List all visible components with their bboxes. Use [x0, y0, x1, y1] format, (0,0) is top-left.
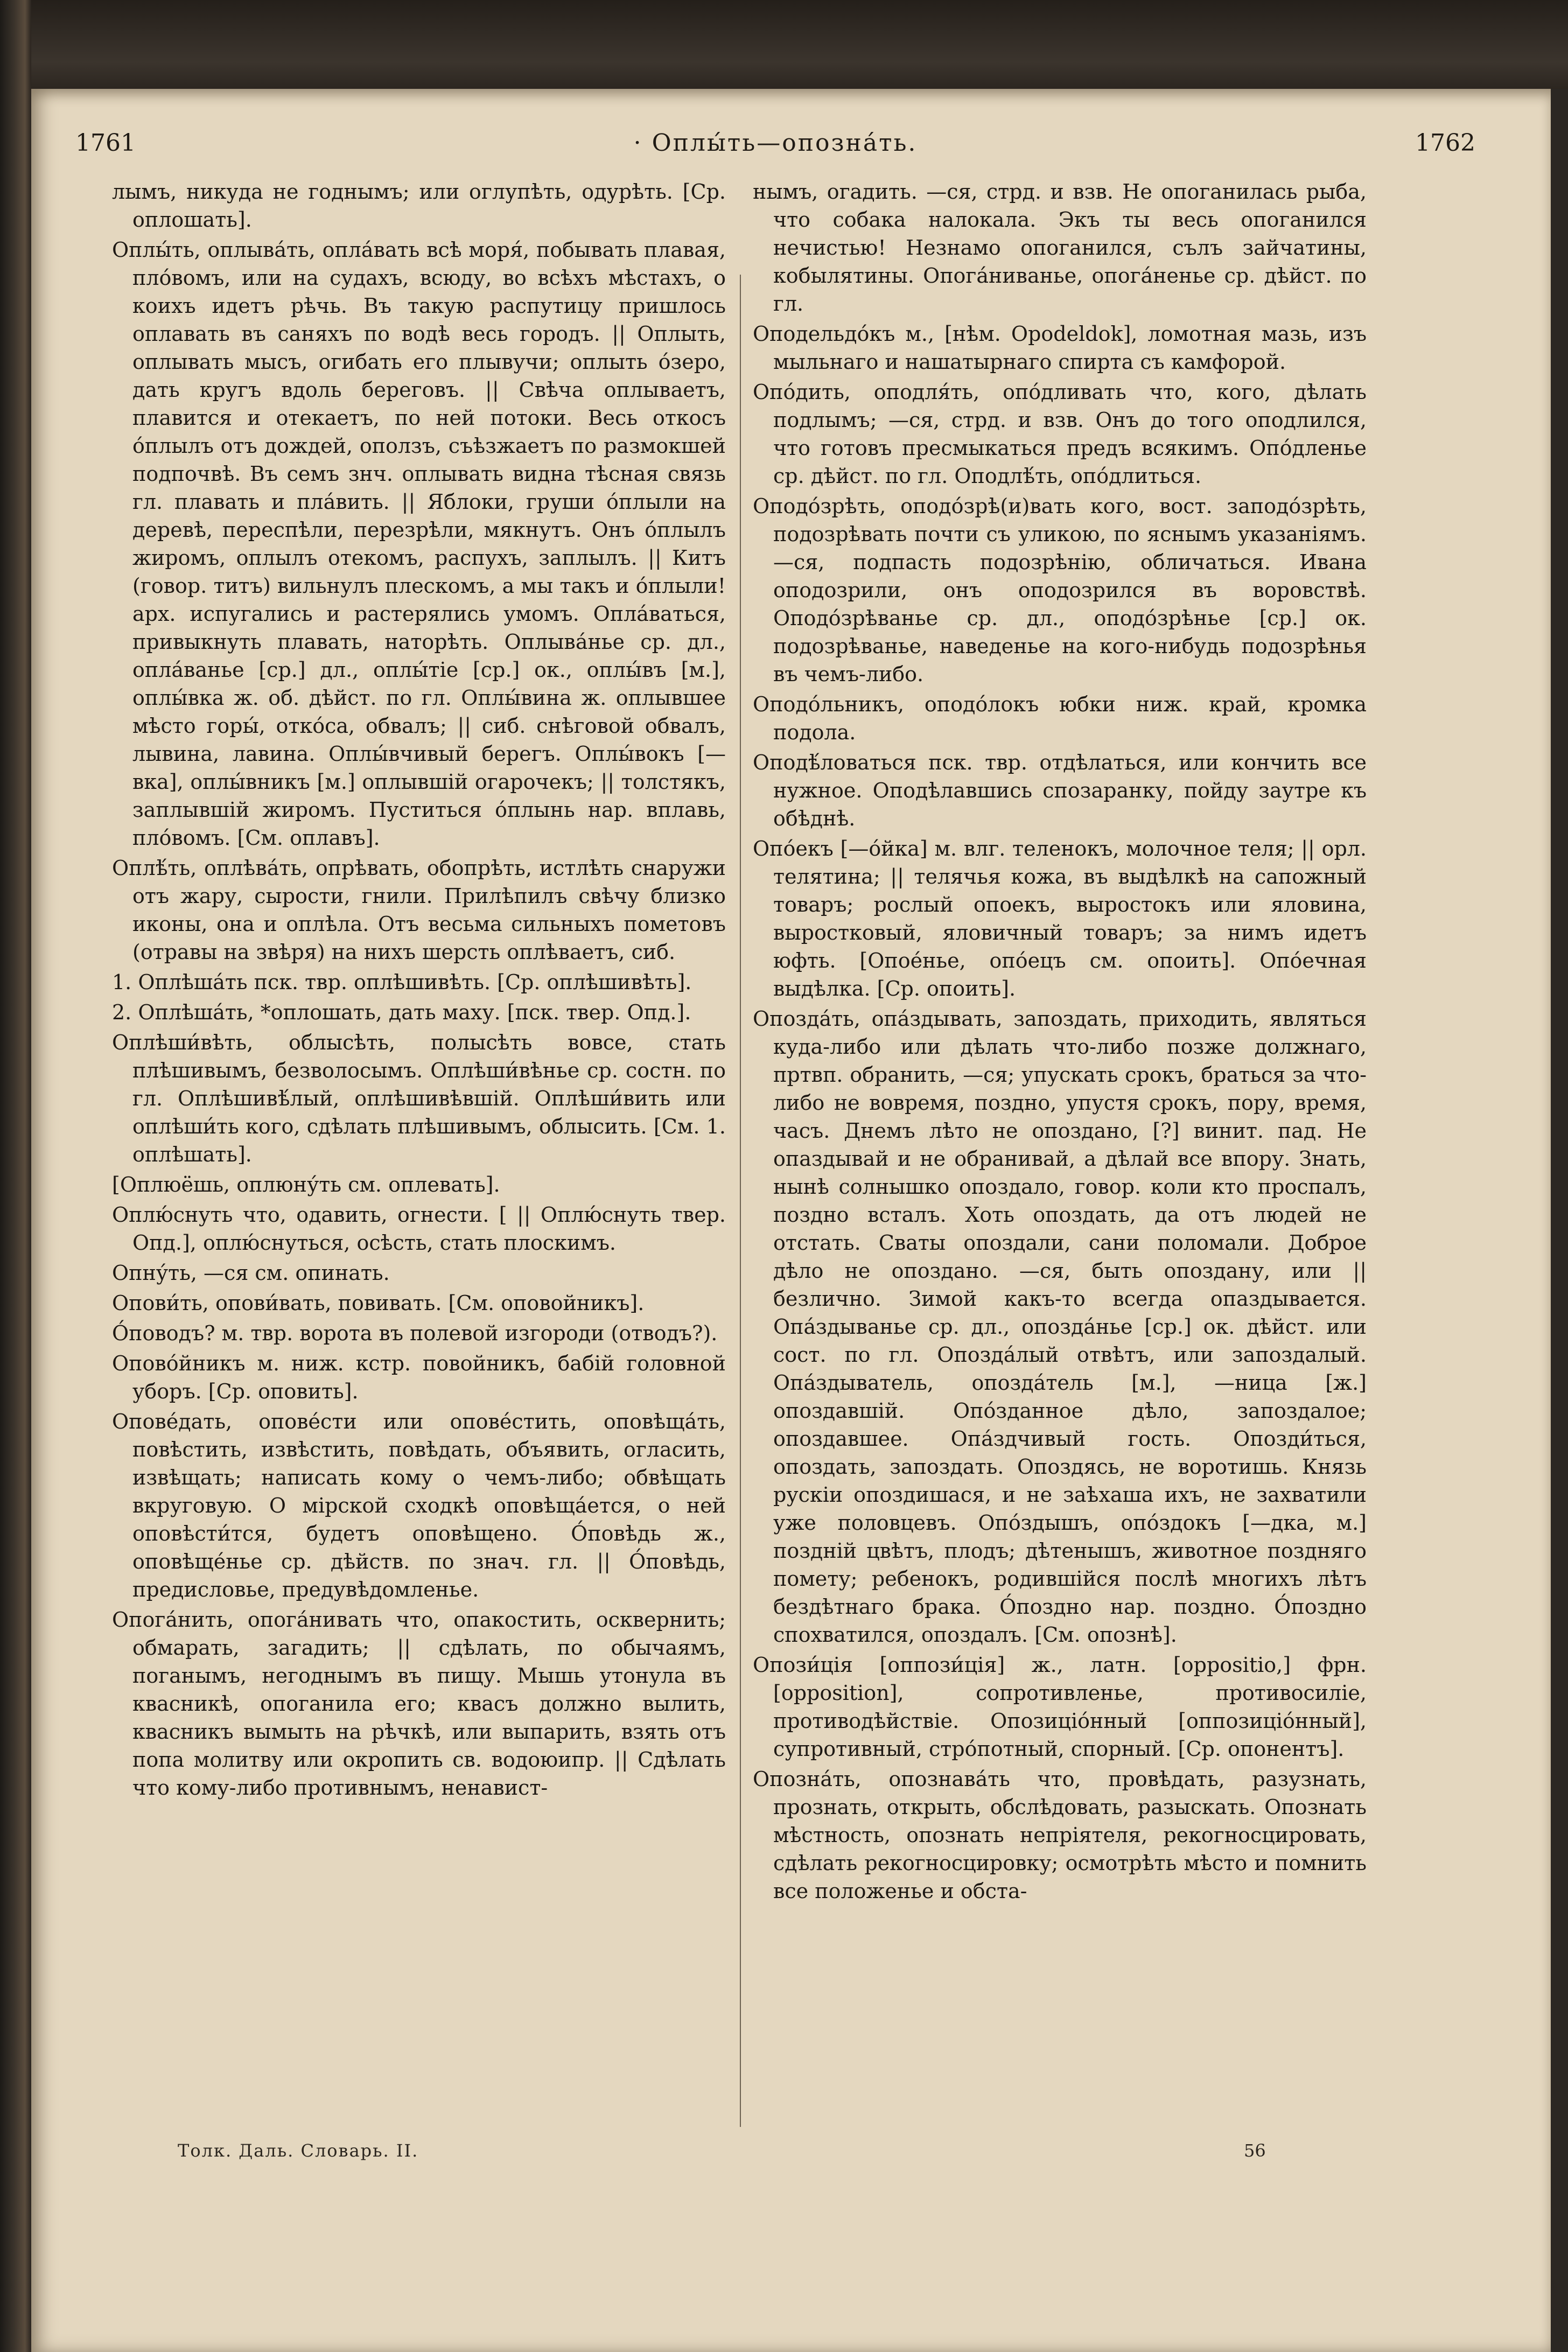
dictionary-entry: Опо́дить, оподля́ть, опо́дливать что, кого, дѣлать подлымъ; —ся, стрд. и взв. Онъ до того оподлился, что готовъ пресмыкаться предъ всякимъ. Опо́дленье ср. дѣйст. по гл. Оподлѣ́ть, опо́длиться. [753, 380, 1367, 488]
dictionary-entry: Опови́ть, опови́вать, повивать. [См. оповойникъ]. [112, 1291, 645, 1315]
dictionary-entry: нымъ, огадить. —ся, стрд. и взв. Не опоганилась рыба, что собака налокала. Экъ ты весь опоганился нечистью! Незнамо опоганился, сълъ зайчатины, кобылятины. Опога́ниванье, опога́ненье ср. дѣйст. по гл. [753, 180, 1367, 316]
book-spine-edge [0, 0, 31, 2352]
dictionary-entry: [Оплюёшь, оплюну́ть см. оплевать]. [112, 1173, 500, 1196]
dictionary-entry: Опо́екъ [—о́йка] м. влг. теленокъ, молочное теля; || орл. телятина; || телячья кожа, въ выдѣлкѣ на сапожный товаръ; рослый опоекъ, выростокъ или яловина, выростковый, яловичный товаръ; за нимъ идетъ юфть. [Опое́нье, опо́ецъ см. опоить]. Опо́ечная выдѣлка. [Ср. опоить]. [753, 837, 1367, 1000]
right-column [753, 178, 1367, 2127]
dictionary-entry: Оподѣ́ловаться пск. твр. отдѣлаться, или кончить все нужное. Оподѣлавшись спозаранку, пойду заутре къ обѣднѣ. [753, 751, 1367, 830]
printer-signature: Толк. Даль. Словарь. II. [178, 2140, 419, 2161]
dictionary-entry: Опове́дать, опове́сти или опове́стить, оповѣща́ть, повѣстить, извѣстить, повѣдать, объявить, огласить, извѣщать; написать кому о чемъ-либо; обвѣщать вкруговую. О мірской сходкѣ оповѣща́ется, о ней оповѣсти́тся, будетъ оповѣщено. О́повѣдь ж., оповѣще́нье ср. дѣйств. по знач. гл. || О́повѣдь, предисловье, предувѣдомленье. [112, 1410, 726, 1601]
page-number-left: 1761 [75, 129, 136, 157]
dictionary-entry: Опога́нить, опога́нивать что, опакостить, осквернить; обмарать, загадить; || сдѣлать, по обычаямъ, поганымъ, негоднымъ въ пищу. Мышь утонула въ квасникѣ, опоганила его; квасъ должно вылить, квасникъ вымыть на рѣчкѣ, или выпарить, взять отъ попа молитву или окропить св. водоюипр. || Сдѣлать что кому-либо противнымъ, ненавист- [112, 1608, 726, 1800]
dictionary-entry: Опозна́ть, опознава́ть что, провѣдать, разузнать, прознать, открыть, обслѣдовать, разыскать. Опознать мѣстность, опознать непріятеля, рекогносцировать, сдѣлать рекогносцировку; осмотрѣть мѣсто и помнить все положенье и обста- [753, 1767, 1367, 1903]
sheet-number: 56 [1244, 2140, 1266, 2161]
dictionary-entry: Оплы́ть, оплыва́ть, опла́вать всѣ моря́, побывать плавая, пло́вомъ, или на судахъ, всюду, во всѣхъ мѣстахъ, о коихъ идетъ рѣчь. Въ такую распутицу пришлось оплавать въ саняхъ по водѣ весь городъ. || Оплыть, оплывать мысъ, огибать его плывучи; оплыть о́зеро, дать кругъ вдоль береговъ. || Свѣча оплываетъ, плавится и отекаетъ, по ней потоки. Весь откосъ о́плылъ отъ дождей, оползъ, съѣзжаетъ по размокшей подпочвѣ. Въ семъ знч. оплывать видна тѣсная связь гл. плавать и пла́вить. || Яблоки, груши о́плыли на деревѣ, переспѣли, перезрѣли, мякнутъ. Онъ о́плылъ жиромъ, оплылъ отекомъ, распухъ, заплылъ. || Китъ (говор. титъ) вильнулъ плескомъ, а мы такъ и о́плыли! арх. испугались и растерялись умомъ. Опла́ваться, привыкнуть плавать, наторѣть. Оплыва́нье ср. дл., опла́ванье [ср.] дл., оплы́тіе [ср.] ок., оплы́въ [м.], оплы́вка ж. об. дѣйст. по гл. Оплы́вина ж. оплывшее мѣсто горы́, отко́са, обвалъ; || сиб. снѣговой обвалъ, лывина, лавина. Оплы́вчивый берегъ. Оплы́вокъ [—вка], оплы́вникъ [м.] оплывшій огарочекъ; || толстякъ, заплывшій жиромъ. Пуститься о́плынь нар. вплавь, пло́вомъ. [См. оплавъ]. [112, 238, 726, 850]
dictionary-entry: Оподельдо́къ м., [нѣм. Opodeldok], ломотная мазь, изъ мыльнаго и нашатырнаго спирта съ камфорой. [753, 322, 1367, 374]
dictionary-entry: лымъ, никуда не годнымъ; или оглупѣть, одурѣть. [Ср. оплошать]. [112, 180, 726, 232]
running-title: · Оплы́ть—опозна́ть. [633, 129, 918, 157]
dictionary-entry: Оплѣши́вѣть, облысѣть, полысѣть вовсе, стать плѣшивымъ, безволосымъ. Оплѣши́вѣнье ср. состн. по гл. Оплѣшивѣ́лый, оплѣшивѣвшій. Оплѣши́вить или оплѣши́ть кого, сдѣлать плѣшивымъ, облысить. [См. 1. оплѣшать]. [112, 1031, 726, 1166]
dictionary-entry: Оподо́зрѣть, оподо́зрѣ(и)вать кого, вост. заподо́зрѣть, подозрѣвать почти съ уликою, по яснымъ указаніямъ. —ся, подпасть подозрѣнію, обличаться. Ивана оподозрили, онъ оподозрился въ воровствѣ. Оподо́зрѣванье ср. дл., оподо́зрѣнье [ср.] ок. подозрѣванье, наведенье на кого-нибудь подозрѣнья въ чемъ-либо. [753, 494, 1367, 686]
column-divider [740, 275, 741, 2127]
dictionary-entry: 2. Оплѣша́ть, *оплошать, дать маху. [пск. твер. Опд.]. [112, 1000, 691, 1024]
dictionary-entry: 1. Оплѣша́ть пск. твр. оплѣшивѣть. [Ср. оплѣшивѣть]. [112, 970, 692, 994]
dictionary-entry: Оплю́снуть что, одавить, огнести. [ || Оплю́снуть твер. Опд.], оплю́снуться, осѣсть, стать плоскимъ. [112, 1203, 726, 1255]
dictionary-entry: Опозда́ть, опа́здывать, запоздать, приходить, являться куда-либо или дѣлать что-либо позже должнаго, пртвп. обранить, —ся; упускать срокъ, браться за что-либо не вовремя, поздно, упустя срокъ, пору, время, часъ. Днемъ лѣто не опоздано, [?] винит. пад. Не опаздывай и не обранивай, а дѣлай все впору. Знать, нынѣ солнышко опоздало, говор. коли кто проспалъ, поздно всталъ. Хоть опоздать, да отъ людей не отстать. Сваты опоздали, сани поломали. Доброе дѣло не опоздано. —ся, быть опоздану, или || безлично. Зимой какъ-то всегда опаздывается. Опа́здыванье ср. дл., опозда́нье [ср.] ок. дѣйст. или сост. по гл. Опозда́лый отвѣтъ, или запоздалый. Опа́здыватель, опозда́тель [м.], —ница [ж.] опоздавшій. Опо́зданное дѣло, запоздалое; опоздавшее. Опа́здчивый гость. Опозди́ться, опоздать, запоздать. Опоздясь, не воротишь. Князь рускіи опоздишася, и не заѣхаша ихъ, не захватили уже половцевъ. Опо́здышъ, опо́здокъ [—дка, м.] поздній цвѣтъ, плодъ; дѣтенышъ, животное поздняго помету; ребенокъ, родившійся послѣ многихъ лѣтъ бездѣтнаго брака. О́поздно нар. поздно. О́поздно спохватился, опоздалъ. [См. опознѣ]. [753, 1007, 1367, 1647]
book-top-edge [31, 0, 1568, 89]
left-column [112, 178, 726, 2127]
dictionary-entry: Опну́ть, —ся см. опинать. [112, 1261, 390, 1285]
dictionary-entry: Опово́йникъ м. ниж. кстр. повойникъ, бабій головной уборъ. [Ср. оповить]. [112, 1352, 726, 1403]
dictionary-entry: Опози́ція [оппози́ція] ж., латн. [oppositio,] фрн. [opposition], сопротивленье, противосиліе, противодѣйствіе. Опозиціо́нный [оппозиціо́нный], супротивный, стро́потный, спорный. [Ср. опонентъ]. [753, 1653, 1367, 1761]
dictionary-entry: Оплѣ́ть, оплѣва́ть, опрѣвать, обопрѣть, истлѣть снаружи отъ жару, сырости, гнили. Прилѣпилъ свѣчу близко иконы, она и оплѣла. Отъ весьма сильныхъ пометовъ (отравы на звѣря) на нихъ шерсть оплѣваетъ, сиб. [112, 856, 726, 964]
dictionary-entry: Оподо́льникъ, оподо́локъ юбки ниж. край, кромка подола. [753, 692, 1367, 744]
page-header [75, 129, 1475, 172]
dictionary-entry: О́поводъ? м. твр. ворота въ полевой изгороди (отводъ?). [112, 1321, 718, 1345]
page-number-right: 1762 [1415, 129, 1475, 157]
